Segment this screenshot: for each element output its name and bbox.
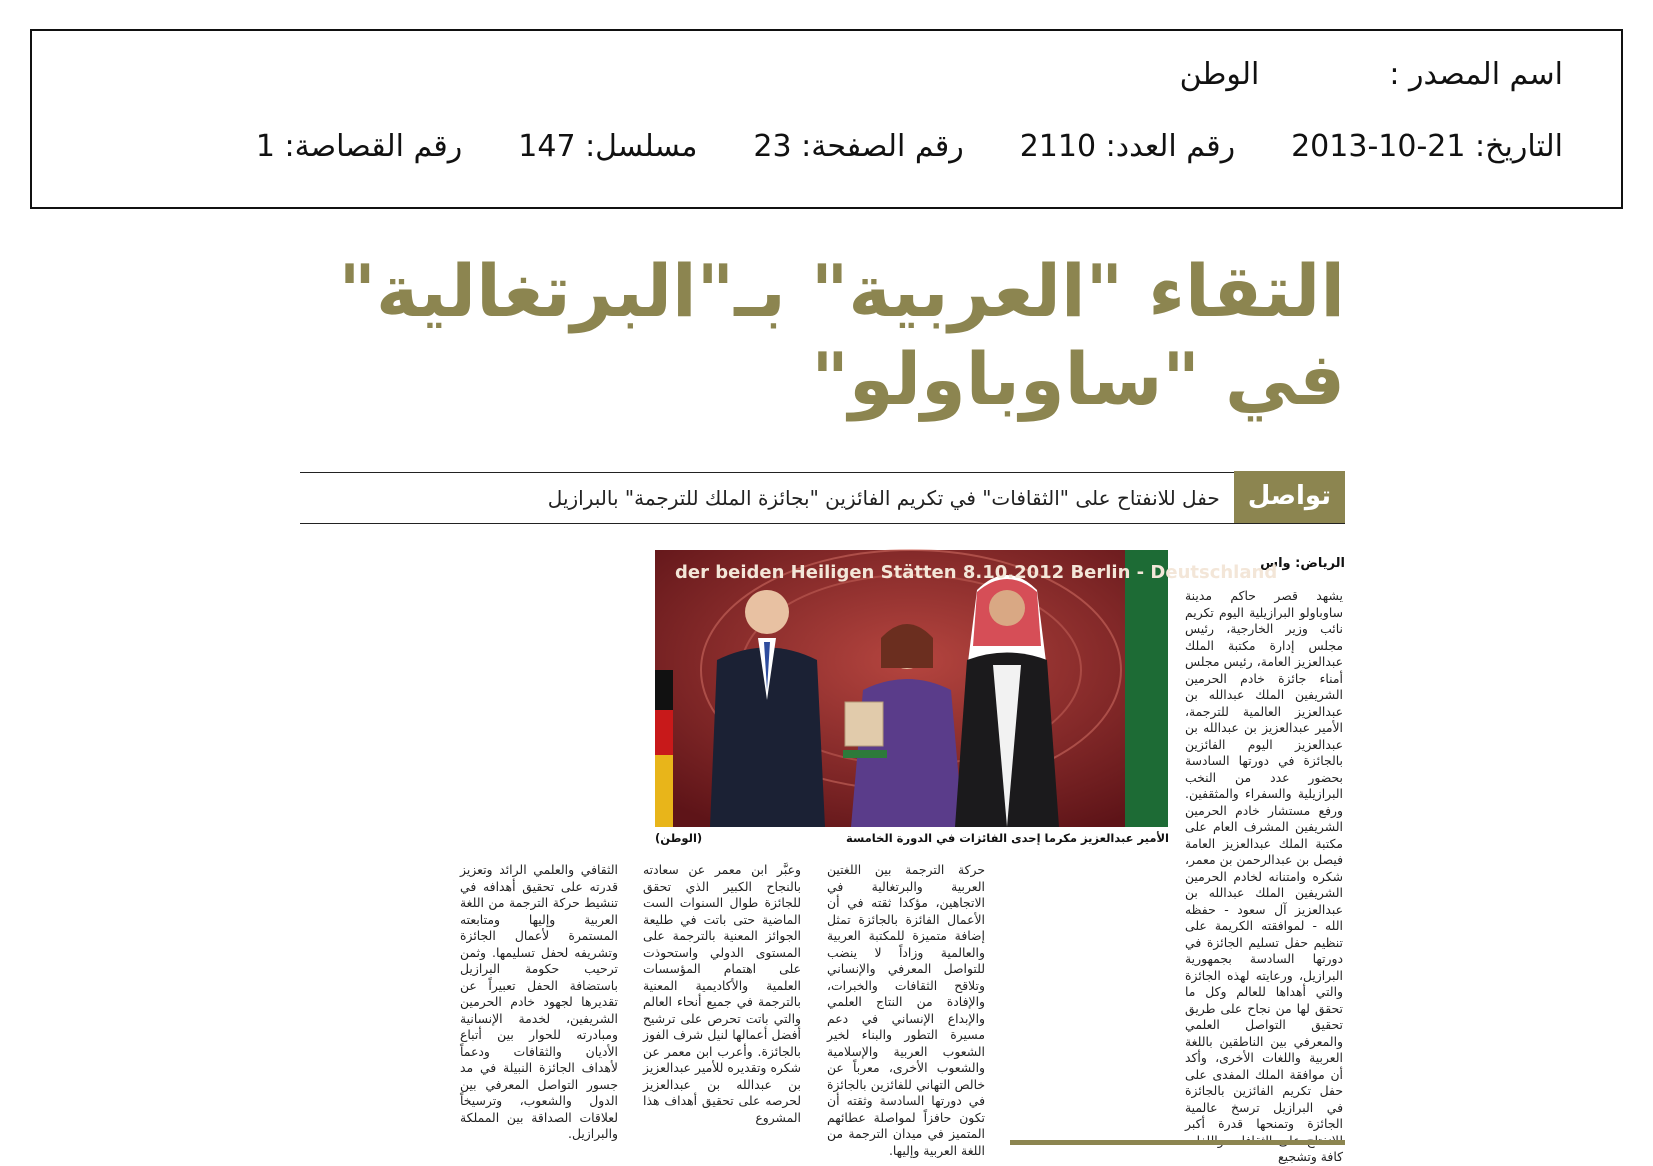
photo-illustration bbox=[655, 550, 1278, 827]
photo-caption: الأمير عبدالعزيز مكرما إحدى الفائزات في الدورة الخامسة bbox=[846, 831, 1169, 845]
photo-credit: (الوطن) bbox=[655, 831, 703, 845]
article-column-3 bbox=[643, 862, 801, 1126]
german-flag bbox=[655, 670, 673, 827]
saudi-flag bbox=[1125, 550, 1168, 827]
dateline: الرياض: واس bbox=[1260, 556, 1345, 571]
source-label: اسم المصدر : bbox=[1389, 57, 1563, 92]
article-column-4 bbox=[460, 862, 618, 1143]
issue-number: رقم العدد: 2110 bbox=[1019, 129, 1236, 164]
headline bbox=[305, 248, 1345, 424]
page-number: رقم الصفحة: 23 bbox=[753, 129, 964, 164]
section-tag: تواصل bbox=[1234, 471, 1345, 523]
column-text: يشهد قصر حاكم مدينة ساوباولو البرازيلية اليوم تكريم نائب وزير الخارجية، رئيس مجلس إدارة مكتبة الملك عبدالعزيز العامة، رئيس مجلس أمناء جائزة خادم الحرمين الشريفين الملك عبدالله بن عبدالعزيز العالمية للترجمة، الأمير عبدالعزيز بن عبدالله بن عبدالعزيز اليوم الفائزين بالجائزة في دورتها السادسة بحضور عدد من النخب البرازيلية والسفراء والمثقفين. ورفع مستشار خادم الحرمين الشريفين المشرف العام على مكتبة الملك عبدالعزيز العامة فيصل بن عبدالرحمن بن معمر، شكره وامتنانه لخادم الحرمين الشريفين الملك عبدالله بن عبدالعزيز آل سعود - حفظه الله - لموافقته الكريمة على تنظيم حفل تسليم الجائزة في دورتها السادسة بجمهورية البرازيل، ورعايته لهذه الجائزة والتي أهداها للعالم وكل ما تحقق لها من نجاح على طريق تحقيق التواصل العلمي والمعرفي بين الناطقين باللغة العربية واللغات الأخرى، وأكد أن موافقة الملك المفدى على حفل تكريم الفائزين بالجائزة في البرازيل ترسخ عالمية الجائزة وتمنحها قدرة أكبر كافة وتشجيع bbox=[1185, 588, 1343, 1164]
serial-number: مسلسل: 147 bbox=[518, 129, 698, 164]
subheadline-strip bbox=[300, 472, 1345, 524]
column-text: حركة الترجمة بين اللغتين العربية والبرتغالية في الاتجاهين، مؤكدا ثقته في أن الأعمال الفائزة بالجائزة تمثل إضافة متميزة للمكتبة العربية والعالمية وزاداً لا ينضب للتواصل المعرفي والإنساني وتلاقح الثقافات والخبرات، والإفادة من النتاج العلمي والإبداع الإنساني في دعم مسيرة التطور والبناء لخير الشعوب العربية والإسلامية والشعوب الأخرى، معرباً عن خالص التهاني للفائزين بالجائزة في دورتها السادسة وثقته أن تكون حافزاً لمواصلة عطائهم المتميز في ميدان الترجمة من اللغة العربية وإليها. bbox=[827, 862, 985, 1158]
publication-details-row bbox=[256, 129, 1563, 164]
subheadline: حفل للانفتاح على "الثقافات" في تكريم الفائزين "بجائزة الملك للترجمة" بالبرازيل bbox=[547, 486, 1220, 510]
article-photo bbox=[655, 550, 1278, 827]
photo-banner-text: der beiden Heiligen Stätten 8.10.2012 Berlin - Deutschland bbox=[675, 562, 1278, 583]
source-metadata-box bbox=[30, 29, 1623, 209]
article-column-2 bbox=[827, 862, 985, 1159]
bottom-accent-rule bbox=[1010, 1140, 1345, 1145]
source-row bbox=[1180, 57, 1563, 92]
headline-line-2: في "ساوباولو" bbox=[811, 336, 1345, 421]
column-text: وعبَّر ابن معمر عن سعادته بالنجاح الكبير الذي تحقق للجائزة طوال السنوات الست الماضية حتى باتت في طليعة الجوائز المعنية بالترجمة على المستوى الدولي واستحوذت على اهتمام المؤسسات العلمية والأكاديمية المعنية بالترجمة في جميع أنحاء العالم والتي باتت تحرص على ترشيح أفضل أعمالها لنيل شرف الفوز بالجائزة. وأعرب ابن معمر عن شكره وتقديره للأمير عبدالعزيز بن عبدالله بن عبدالعزيز لحرصه على تحقيق أهداف هذا المشروع bbox=[643, 862, 801, 1125]
article-column-1 bbox=[1185, 588, 1343, 1164]
column-text: الثقافي والعلمي الرائد وتعزيز قدرته على تحقيق أهدافه في تنشيط حركة الترجمة من اللغة العربية وإليها ومتابعته المستمرة لأعمال الجائزة وتشريفه لحفل تسليمها. وثمن ترحيب حكومة البرازيل باستضافة الحفل تعبيراً عن تقديرها لجهود خادم الحرمين الشريفين، لخدمة الإنسانية ومبادرته للحوار بين أتباع الأديان والثقافات ودعماً لأهداف الجائزة النبيلة في مد جسور التواصل المعرفي بين الدول والشعوب، وترسيخاً لعلاقات الصداقة بين المملكة والبرازيل. bbox=[460, 862, 618, 1141]
date-field: التاريخ: 21-10-2013 bbox=[1291, 129, 1563, 164]
clipping-number: رقم القصاصة: 1 bbox=[255, 129, 463, 164]
headline-line-1: التقاء "العربية" بـ"البرتغالية" bbox=[338, 249, 1345, 333]
source-value: الوطن bbox=[1179, 57, 1260, 92]
